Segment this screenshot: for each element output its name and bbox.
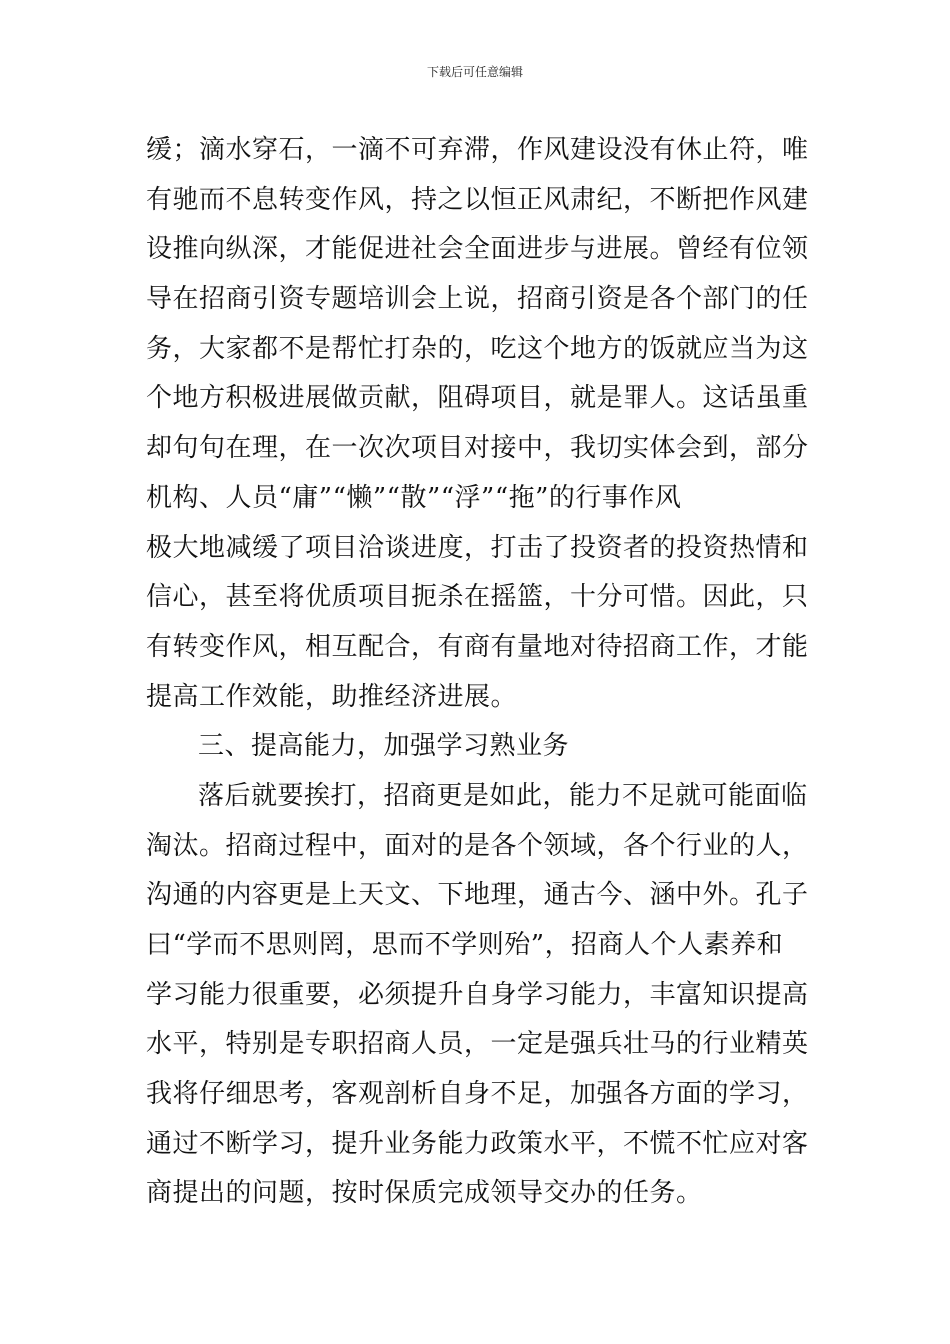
text-line: 缓；滴水穿石，一滴不可弃滞，作风建设没有休止符，唯 [146, 135, 809, 165]
text-line: 落后就要挨打，招商更是如此，能力不足就可能面临 [198, 780, 808, 811]
text-line: 沟通的内容更是上天文、下地理，通古今、涵中外。孔子 [146, 880, 809, 911]
text-line: 有转变作风，相互配合，有商有量地对待招商工作，才能 [146, 631, 809, 662]
text-line: 曰“学而不思则罔，思而不学则殆”，招商人个人素养和 [146, 930, 784, 960]
text-line: 商提出的问题，按时保质完成领导交办的任务。 [146, 1178, 703, 1209]
text-line: 导在招商引资专题培训会上说，招商引资是各个部门的任 [146, 284, 809, 315]
text-line: 三、提高能力，加强学习熟业务 [198, 731, 570, 762]
text-line: 个地方积极进展做贡献，阻碍项目，就是罪人。这话虽重 [146, 383, 809, 414]
document-body [146, 126, 809, 1219]
text-line: 学习能力很重要，必须提升自身学习能力，丰富知识提高 [146, 979, 809, 1010]
text-line: 通过不断学习，提升业务能力政策水平，不慌不忙应对客 [146, 1128, 809, 1159]
text-line: 我将仔细思考，客观剖析自身不足，加强各方面的学习， [146, 1079, 809, 1110]
text-line: 设推向纵深，才能促进社会全面进步与进展。曾经有位领 [146, 234, 809, 265]
text-line: 提高工作效能，助推经济进展。 [146, 681, 518, 712]
page-header: 下载后可任意编辑 [426, 65, 523, 79]
text-line: 机构、人员“庸”“懒”“散”“浮”“拖”的行事作风 [146, 482, 682, 513]
text-line: 务，大家都不是帮忙打杂的，吃这个地方的饭就应当为这 [146, 333, 809, 364]
text-line: 却句句在理，在一次次项目对接中，我切实体会到，部分 [146, 433, 809, 464]
text-line: 水平，特别是专职招商人员，一定是强兵壮马的行业精英 [146, 1029, 809, 1060]
text-line: 有驰而不息转变作风，持之以恒正风肃纪，不断把作风建 [146, 184, 809, 215]
text-line: 淘汰。招商过程中，面对的是各个领域，各个行业的人， [146, 830, 809, 861]
text-line: 极大地减缓了项目洽谈进度，打击了投资者的投资热情和 [146, 532, 809, 563]
text-line: 信心，甚至将优质项目扼杀在摇篮，十分可惜。因此，只 [146, 582, 809, 613]
